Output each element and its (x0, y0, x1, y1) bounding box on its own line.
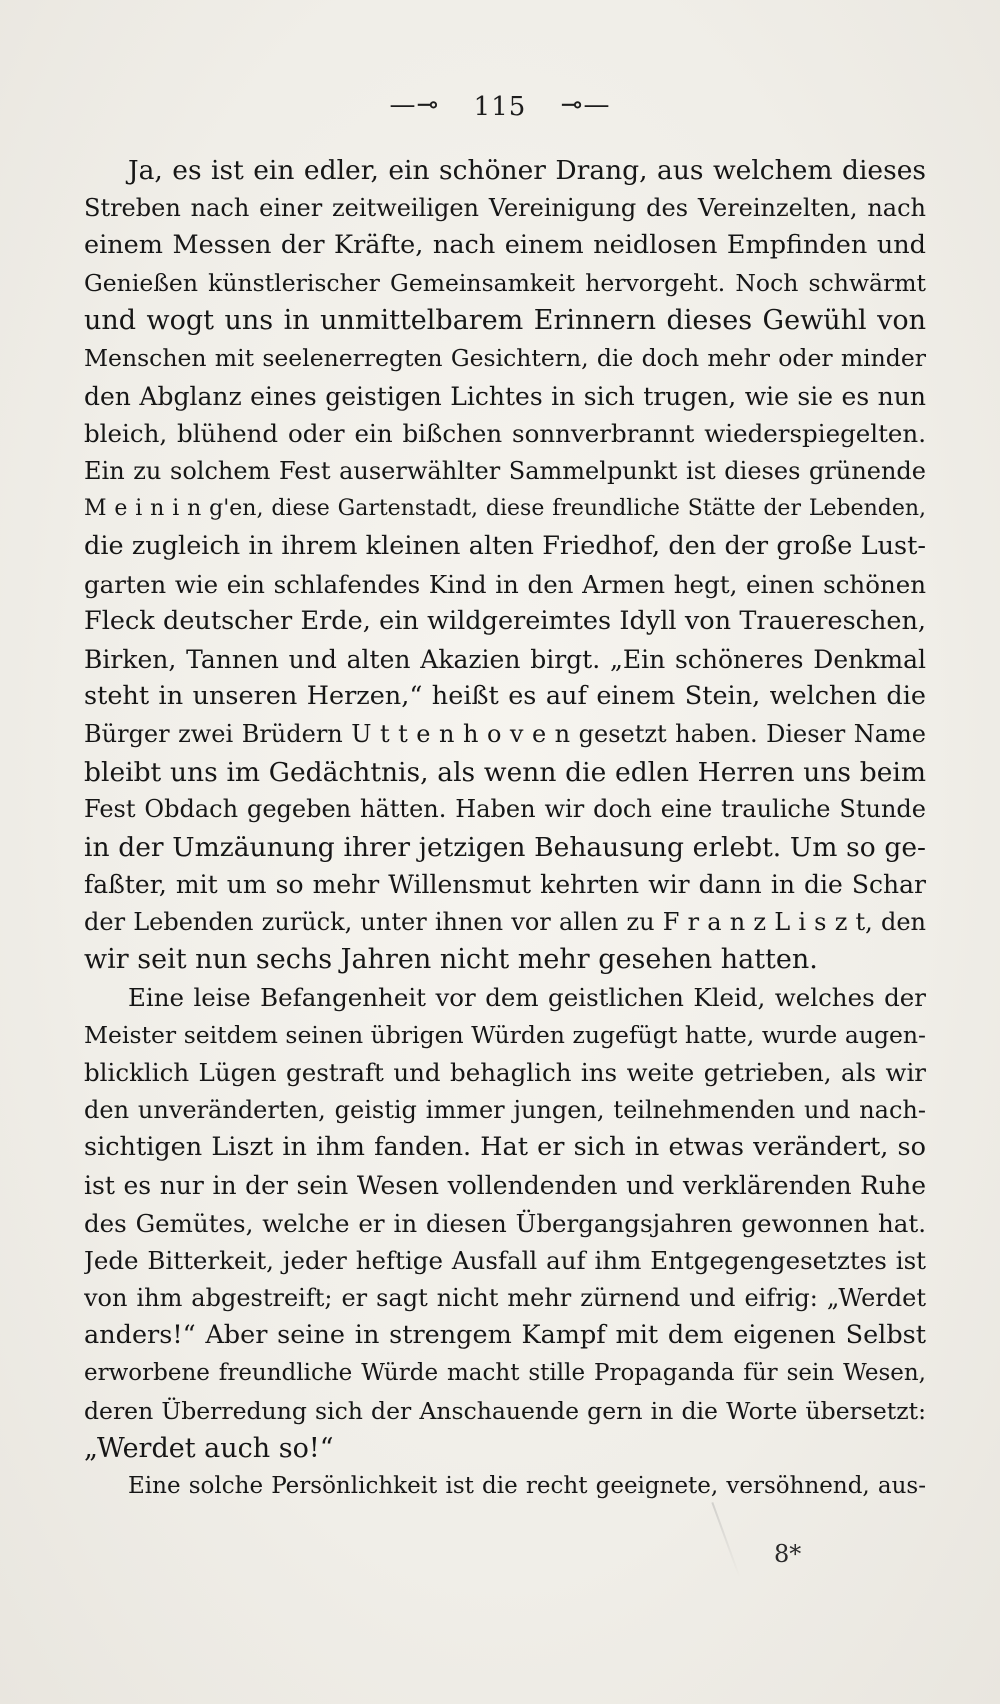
text-line: bleich, blühend oder ein bißchen sonnverbrannt wiederspiegelten. (84, 419, 926, 449)
paper-crease (711, 1502, 740, 1578)
text-line: garten wie ein schlafendes Kind in den Armen hegt, einen schönen (84, 569, 926, 599)
text-line: Birken, Tannen und alten Akazien birgt. „Ein schöneres Denkmal (84, 644, 926, 674)
text-line: in der Umzäunung ihrer jetzigen Behausung erlebt. Um so ge- (84, 831, 926, 863)
signature-mark: 8* (774, 1540, 802, 1568)
text-line: den unveränderten, geistig immer jungen, teilnehmenden und nach- (84, 1095, 926, 1124)
text-line: der Lebenden zurück, unter ihnen vor allen zu F r a n z L i s z t, den (84, 907, 926, 936)
text-line: und wogt uns in unmittelbarem Erinnern dieses Gewühl von (84, 305, 926, 337)
text-line: ist es nur in der sein Wesen vollendenden und verklärenden Ruhe (84, 1171, 926, 1201)
header-ornament-right: ⊸— (560, 90, 611, 120)
text-line: sichtigen Liszt in ihm fanden. Hat er sich in etwas verändert, so (84, 1132, 926, 1163)
text-line: deren Überredung sich der Anschauende gern in die Worte übersetzt: (84, 1396, 926, 1425)
text-line: einem Messen der Kräfte, nach einem neidlosen Empfinden und (84, 230, 926, 261)
paragraph-1 (84, 152, 926, 979)
text-line: Ja, es ist ein edler, ein schöner Drang, aus welchem dieses (128, 155, 926, 186)
page-header (0, 92, 1000, 123)
text-line: Bürger zwei Brüdern U t t e n h o v e n gesetzt haben. Dieser Name (84, 719, 926, 748)
text-line: bleibt uns im Gedächtnis, als wenn die edlen Herren uns beim (84, 756, 926, 788)
text-line: die zugleich in ihrem kleinen alten Friedhof, den der große Lust- (84, 530, 926, 561)
text-line: Streben nach einer zeitweiligen Vereinigung des Vereinzelten, nach (84, 193, 926, 222)
text-line: den Abglanz eines geistigen Lichtes in sich trugen, wie sie es nun (84, 381, 926, 411)
text-line: Eine leise Befangenheit vor dem geistlichen Kleid, welches der (128, 983, 926, 1013)
header-ornament-left: —⊸ (389, 90, 440, 120)
text-line: faßter, mit um so mehr Willensmut kehrten wir dann in die Schar (84, 870, 926, 900)
text-line: des Gemütes, welche er in diesen Übergangsjahren gewonnen hat. (84, 1208, 926, 1238)
text-line: wir seit nun sechs Jahren nicht mehr gesehen hatten. (84, 944, 818, 976)
paragraph-2 (84, 979, 926, 1468)
text-line: steht in unseren Herzen,“ heißt es auf einem Stein, welchen die (84, 681, 926, 712)
text-line: blicklich Lügen gestraft und behaglich ins weite getrieben, als wir (84, 1058, 926, 1088)
text-line: „Werdet auch so!“ (84, 1433, 334, 1465)
text-line: Genießen künstlerischer Gemeinsamkeit hervorgeht. Noch schwärmt (84, 268, 926, 297)
text-line: Meister seitdem seinen übrigen Würden zugefügt hatte, wurde augen- (84, 1020, 926, 1049)
text-line: M e i n i n g'en, diese Gartenstadt, diese freundliche Stätte der Lebenden, (84, 496, 926, 522)
text-line: Fleck deutscher Erde, ein wildgereimtes Idyll von Trauereschen, (84, 606, 926, 637)
paragraph-3 (84, 1468, 926, 1506)
text-line: erworbene freundliche Würde macht stille Propaganda für sein Wesen, (84, 1360, 926, 1386)
body-text (84, 152, 926, 1505)
text-line: anders!“ Aber seine in strengem Kampf mit dem eigenen Selbst (84, 1320, 926, 1351)
text-line: Menschen mit seelenerregten Gesichtern, die doch mehr oder minder (84, 343, 926, 372)
text-line: Jede Bitterkeit, jeder heftige Ausfall auf ihm Entgegengesetztes ist (84, 1246, 926, 1276)
text-line: Ein zu solchem Fest auserwählter Sammelpunkt ist dieses grünende (84, 456, 926, 485)
text-line: Eine solche Persönlichkeit ist die recht geeignete, versöhnend, aus- (128, 1472, 926, 1499)
text-line: von ihm abgestreift; er sagt nicht mehr zürnend und eifrig: „Werdet (84, 1283, 926, 1312)
text-line: Fest Obdach gegeben hätten. Haben wir doch eine trauliche Stunde (84, 795, 926, 824)
page-number: 115 (473, 92, 527, 122)
